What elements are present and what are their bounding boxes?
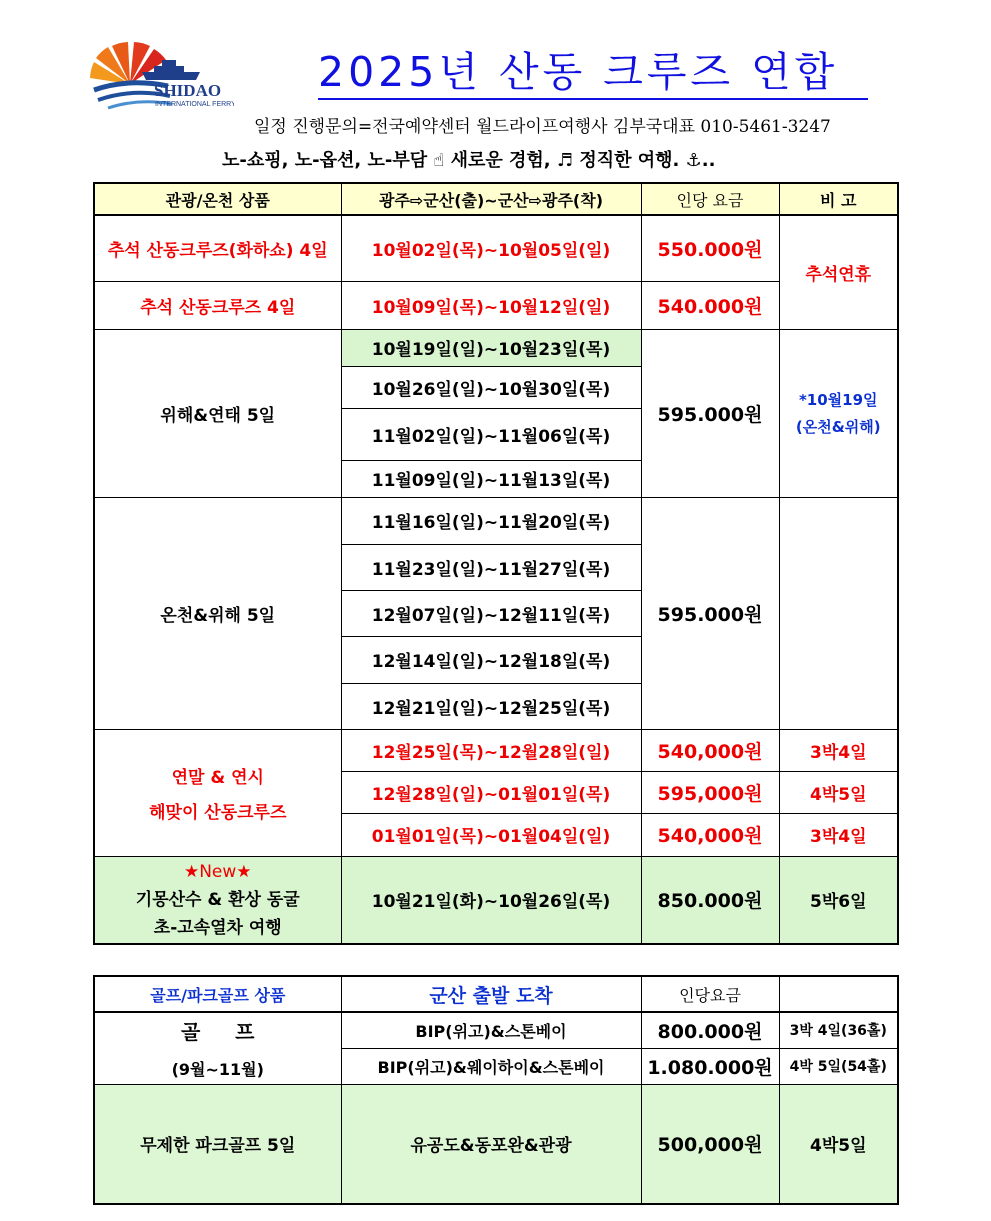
- svg-text:INTERNATIONAL FERRY: INTERNATIONAL FERRY: [155, 101, 234, 108]
- product-name: [94, 1012, 341, 1084]
- price: 595.000원: [641, 497, 779, 729]
- table-row: [94, 215, 898, 281]
- table-row: [94, 1012, 898, 1048]
- date-range: 11월02일(일)~11월06일(목): [341, 408, 641, 460]
- header-note: [779, 976, 898, 1012]
- tour-schedule-table: [93, 182, 899, 945]
- date-range: 10월19일(일)~10월23일(목): [341, 329, 641, 366]
- course: BIP(위고)&웨이하이&스톤베이: [341, 1048, 641, 1084]
- product-line: 해맞이 산동크루즈: [149, 802, 287, 823]
- shidao-ferry-logo: [88, 40, 234, 112]
- note: [779, 497, 898, 729]
- date-range: 10월21일(화)~10월26일(목): [341, 856, 641, 944]
- table-row: [94, 329, 898, 366]
- note-line: *10월19일: [798, 391, 878, 409]
- product-line: (9월~11월): [171, 1060, 264, 1080]
- ferry-sun-logo-icon: [88, 40, 234, 112]
- price: 595,000원: [641, 771, 779, 813]
- svg-text:SHIDAO: SHIDAO: [154, 81, 222, 100]
- note-line: (온천&위해): [795, 418, 881, 436]
- product-name: 추석 산동크루즈(화하쇼) 4일: [94, 215, 341, 281]
- date-range: 11월16일(일)~11월20일(목): [341, 497, 641, 544]
- note: 추석연휴: [779, 215, 898, 329]
- product-name: [94, 729, 341, 856]
- price: 550.000원: [641, 215, 779, 281]
- date-range: 12월25일(목)~12월28일(일): [341, 729, 641, 771]
- date-range: 12월21일(일)~12월25일(목): [341, 683, 641, 729]
- price: 800.000원: [641, 1012, 779, 1048]
- note: 5박6일: [779, 856, 898, 944]
- header-price: 인당 요금: [641, 183, 779, 215]
- date-range: 12월14일(일)~12월18일(목): [341, 636, 641, 683]
- table-row: [94, 497, 898, 544]
- header-product: 골프/파크골프 상품: [94, 976, 341, 1012]
- note: 3박4일: [779, 729, 898, 771]
- product-name: 온천&위해 5일: [94, 497, 341, 729]
- price: 540,000원: [641, 729, 779, 771]
- product-name: 추석 산동크루즈 4일: [94, 281, 341, 329]
- slogan: 노-쇼핑, 노-옵션, 노-부담 ☝ 새로운 경험, ♬ 정직한 여행. ⚓..: [222, 150, 716, 171]
- note: 3박 4일(36홀): [779, 1012, 898, 1048]
- table-row: [94, 729, 898, 771]
- note: [779, 329, 898, 497]
- note: 4박5일: [779, 771, 898, 813]
- date-range: 10월09일(목)~10월12일(일): [341, 281, 641, 329]
- header-product: 관광/온천 상품: [94, 183, 341, 215]
- price: 500,000원: [641, 1084, 779, 1204]
- date-range: 12월07일(일)~12월11일(목): [341, 590, 641, 636]
- table-row: [94, 281, 898, 329]
- date-range: 11월23일(일)~11월27일(목): [341, 544, 641, 590]
- product-name: [94, 856, 341, 944]
- course: 유공도&동포완&관광: [341, 1084, 641, 1204]
- header-route: 군산 출발 도착: [341, 976, 641, 1012]
- header-note: 비 고: [779, 183, 898, 215]
- table-header-row: [94, 183, 898, 215]
- product-line: 기몽산수 & 환상 동굴: [135, 889, 300, 910]
- header-route: 광주⇨군산(출)~군산⇨광주(착): [341, 183, 641, 215]
- note: 4박5일: [779, 1084, 898, 1204]
- date-range: 01월01일(목)~01월04일(일): [341, 813, 641, 856]
- date-range: 11월09일(일)~11월13일(목): [341, 460, 641, 497]
- product-line: 연말 & 연시: [171, 767, 264, 788]
- date-range: 12월28일(일)~01월01일(목): [341, 771, 641, 813]
- header-price: 인당요금: [641, 976, 779, 1012]
- new-badge: ★New★: [183, 861, 252, 882]
- table-row: [94, 856, 898, 944]
- product-name: 무제한 파크골프 5일: [94, 1084, 341, 1204]
- price: 1.080.000원: [641, 1048, 779, 1084]
- table-row: [94, 1084, 898, 1204]
- table-header-row: [94, 976, 898, 1012]
- note: 3박4일: [779, 813, 898, 856]
- date-range: 10월02일(목)~10월05일(일): [341, 215, 641, 281]
- page-title: 2025년 산동 크루즈 연합: [318, 46, 868, 100]
- note: 4박 5일(54홀): [779, 1048, 898, 1084]
- product-name: 위해&연태 5일: [94, 329, 341, 497]
- product-line: 골 프: [181, 1020, 255, 1045]
- product-line: 초-고속열차 여행: [153, 917, 282, 938]
- price: 540,000원: [641, 813, 779, 856]
- course: BIP(위고)&스톤베이: [341, 1012, 641, 1048]
- date-range: 10월26일(일)~10월30일(목): [341, 366, 641, 408]
- price: 595.000원: [641, 329, 779, 497]
- price: 850.000원: [641, 856, 779, 944]
- golf-table: [93, 975, 899, 1205]
- contact-info: 일정 진행문의=전국예약센터 월드라이프여행사 김부국대표 010-5461-3247: [254, 117, 831, 137]
- price: 540.000원: [641, 281, 779, 329]
